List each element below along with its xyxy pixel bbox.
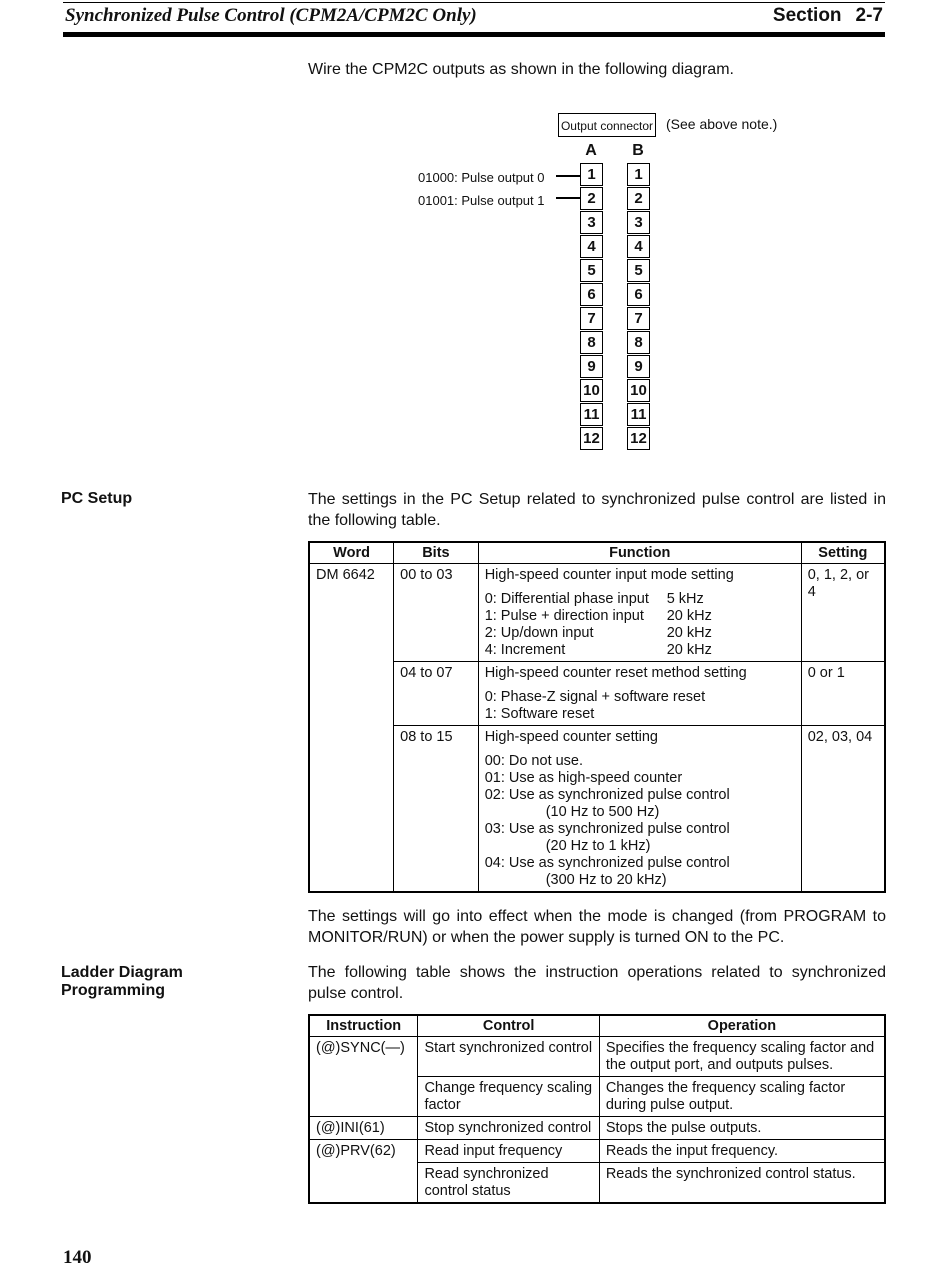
bits-cell: 08 to 15	[394, 726, 479, 893]
pc-setup-table	[308, 541, 886, 893]
function-title: High-speed counter input mode setting	[484, 567, 734, 583]
pc-setup-text: The settings in the PC Setup related to synchronized pulse control are listed in the following table.	[308, 491, 886, 529]
setting-cell: 0, 1, 2, or 4	[801, 564, 885, 662]
pin-a: 6	[580, 283, 603, 306]
option-line: 04: Use as synchronized pulse control	[484, 855, 730, 871]
pin-b: 9	[627, 355, 650, 378]
table-row	[309, 726, 885, 893]
operation-cell: Reads the synchronized control status.	[599, 1163, 885, 1204]
pin-b: 4	[627, 235, 650, 258]
pulse-output-0-label: 01000: Pulse output 0	[418, 170, 545, 185]
word-cell: DM 6642	[309, 564, 394, 893]
pin-b: 1	[627, 163, 650, 186]
header-section	[773, 5, 883, 27]
instruction-cell: (@)SYNC(—)	[309, 1037, 418, 1117]
pulse-output-1-wire	[556, 197, 581, 199]
option-label: 1: Pulse + direction input	[484, 608, 644, 624]
function-title: High-speed counter setting	[484, 729, 658, 745]
pin-b: 11	[627, 403, 650, 426]
option-row	[485, 642, 795, 659]
pin-b: 10	[627, 379, 650, 402]
pin-a: 8	[580, 331, 603, 354]
intro-text: Wire the CPM2C outputs as shown in the following diagram.	[308, 61, 734, 78]
pin-a: 1	[580, 163, 603, 186]
pin-b: 3	[627, 211, 650, 234]
function-cell	[478, 564, 801, 662]
table-row	[309, 1117, 885, 1140]
header-rule	[63, 32, 885, 37]
connector-label: Output connector	[558, 113, 656, 137]
option-row	[485, 625, 795, 642]
option-label: 2: Up/down input	[484, 625, 594, 641]
bits-cell: 00 to 03	[394, 564, 479, 662]
pin-b: 8	[627, 331, 650, 354]
column-header-setting: Setting	[801, 542, 885, 564]
option-label: 0: Differential phase input	[484, 591, 649, 607]
control-cell: Read synchronized control status	[418, 1163, 599, 1204]
option-subline: (300 Hz to 20 kHz)	[545, 872, 667, 888]
pin-a: 9	[580, 355, 603, 378]
pc-setup-heading: PC Setup	[61, 490, 133, 507]
option-label: 4: Increment	[484, 642, 566, 658]
operation-cell: Reads the input frequency.	[599, 1140, 885, 1163]
header-top-rule	[63, 2, 885, 3]
option-line: 1: Software reset	[484, 706, 595, 722]
page-header	[63, 0, 885, 38]
table-header-row	[309, 1015, 885, 1037]
pulse-output-0-wire	[556, 175, 581, 177]
option-line: 01: Use as high-speed counter	[484, 770, 683, 786]
instruction-table	[308, 1014, 886, 1204]
column-header-instruction: Instruction	[309, 1015, 418, 1037]
option-row	[485, 608, 795, 625]
pin-b: 5	[627, 259, 650, 282]
column-header-word: Word	[309, 542, 394, 564]
setting-cell: 0 or 1	[801, 662, 885, 726]
control-cell: Start synchronized control	[418, 1037, 599, 1077]
option-row	[485, 591, 795, 608]
column-header-function: Function	[478, 542, 801, 564]
pin-a: 11	[580, 403, 603, 426]
page-number: 140	[63, 1247, 92, 1268]
ladder-heading-line: Ladder Diagram	[61, 964, 183, 981]
option-line: 00: Do not use.	[484, 753, 584, 769]
option-value: 20 kHz	[666, 608, 712, 624]
option-subline: (10 Hz to 500 Hz)	[545, 804, 660, 820]
column-header-control: Control	[418, 1015, 599, 1037]
pin-b: 2	[627, 187, 650, 210]
operation-cell: Changes the frequency scaling factor during pulse output.	[599, 1077, 885, 1117]
function-cell	[478, 662, 801, 726]
table-header-row	[309, 542, 885, 564]
section-label: Section	[772, 5, 842, 26]
ladder-heading-line: Programming	[61, 982, 166, 999]
setting-cell: 02, 03, 04	[801, 726, 885, 893]
pin-a: 7	[580, 307, 603, 330]
control-cell: Read input frequency	[418, 1140, 599, 1163]
pin-a: 12	[580, 427, 603, 450]
section-number: 2-7	[855, 5, 883, 26]
pin-a: 10	[580, 379, 603, 402]
table-row	[309, 1037, 885, 1077]
function-cell	[478, 726, 801, 893]
option-subline: (20 Hz to 1 kHz)	[545, 838, 651, 854]
control-cell: Stop synchronized control	[418, 1117, 599, 1140]
table-row	[309, 564, 885, 662]
option-value: 5 kHz	[666, 591, 704, 607]
function-title: High-speed counter reset method setting	[484, 665, 747, 681]
pin-a: 5	[580, 259, 603, 282]
table-row	[309, 662, 885, 726]
column-b-header: B	[632, 142, 644, 159]
pin-b: 7	[627, 307, 650, 330]
option-value: 20 kHz	[666, 642, 712, 658]
operation-cell: Stops the pulse outputs.	[599, 1117, 885, 1140]
pin-a: 4	[580, 235, 603, 258]
bits-cell: 04 to 07	[394, 662, 479, 726]
pin-column-b	[627, 163, 650, 451]
column-header-bits: Bits	[394, 542, 479, 564]
column-a-header: A	[585, 142, 597, 159]
pin-b: 6	[627, 283, 650, 306]
pulse-output-1-label: 01001: Pulse output 1	[418, 193, 545, 208]
instruction-cell: (@)INI(61)	[309, 1117, 418, 1140]
table-row	[309, 1140, 885, 1163]
option-line: 02: Use as synchronized pulse control	[484, 787, 730, 803]
connector-note: (See above note.)	[666, 116, 778, 132]
option-line: 0: Phase-Z signal + software reset	[484, 689, 706, 705]
pin-a: 3	[580, 211, 603, 234]
pin-column-a	[580, 163, 603, 451]
pin-a: 2	[580, 187, 603, 210]
column-header-operation: Operation	[599, 1015, 885, 1037]
pin-b: 12	[627, 427, 650, 450]
pc-setup-after-text: The settings will go into effect when the mode is changed (from PROGRAM to MONITOR/RUN) or when the power supply is turned ON to the PC.	[308, 908, 886, 946]
operation-cell: Specifies the frequency scaling factor and the output port, and outputs pulses.	[599, 1037, 885, 1077]
option-value: 20 kHz	[666, 625, 712, 641]
ladder-text: The following table shows the instruction operations related to synchronized pulse control.	[308, 964, 886, 1002]
header-title: Synchronized Pulse Control (CPM2A/CPM2C Only)	[65, 5, 477, 26]
control-cell: Change frequency scaling factor	[418, 1077, 599, 1117]
ladder-heading	[61, 964, 281, 1000]
instruction-cell: (@)PRV(62)	[309, 1140, 418, 1204]
option-line: 03: Use as synchronized pulse control	[484, 821, 730, 837]
